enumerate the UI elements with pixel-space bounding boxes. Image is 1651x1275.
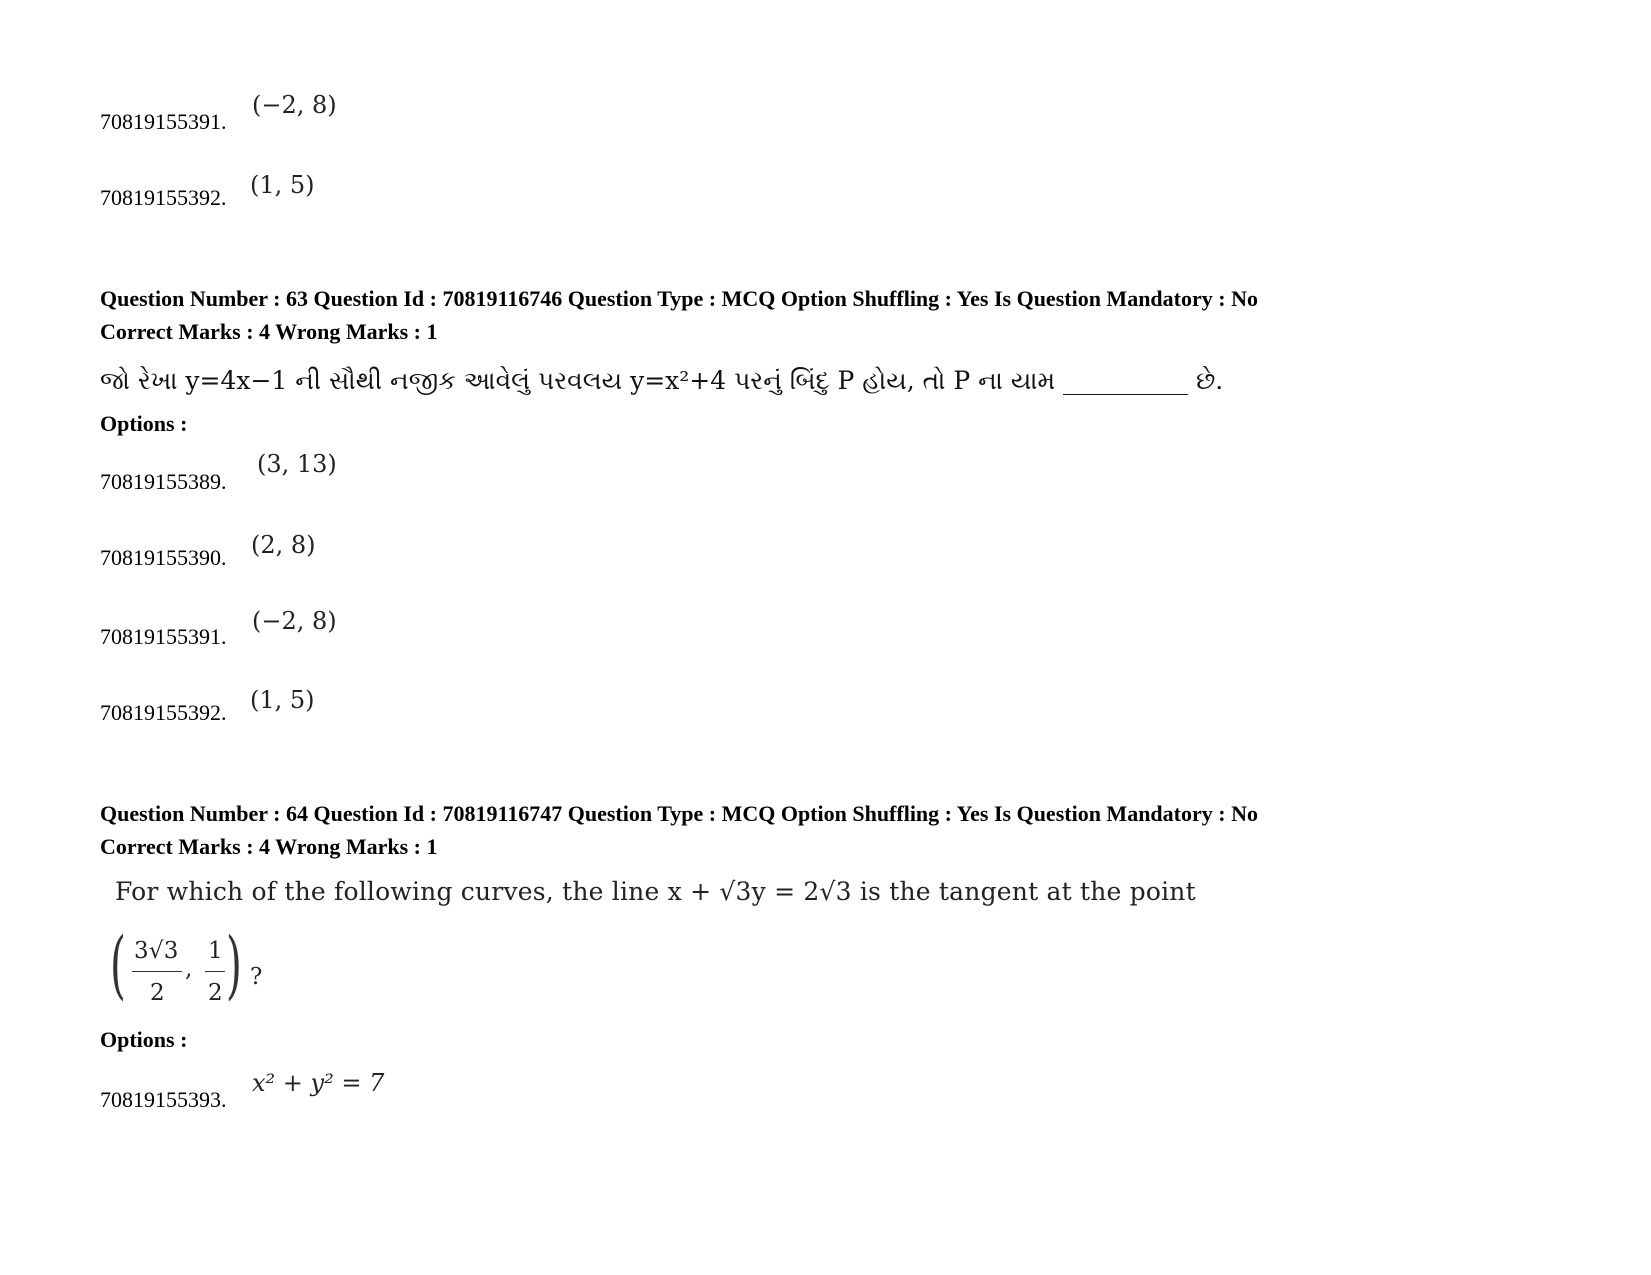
q63-option-value-4: (1, 5) [250, 686, 315, 714]
point-denominator-2: 2 [208, 980, 223, 1006]
question-64-point [110, 922, 270, 1014]
q63-option-value-3: (−2, 8) [252, 607, 337, 635]
question-64-options-label: Options : [100, 1027, 188, 1052]
fraction-bar-2 [205, 971, 225, 972]
question-63-marks: Correct Marks : 4 Wrong Marks : 1 [100, 319, 438, 344]
point-denominator-1: 2 [150, 980, 165, 1006]
q63-option-value-1: (3, 13) [257, 450, 337, 478]
point-question-mark: ? [250, 964, 263, 990]
q63-option-id-4: 70819155392. [100, 700, 227, 725]
left-paren: ( [110, 922, 126, 1008]
prev-option-value-1: (−2, 8) [252, 91, 337, 119]
right-paren: ) [226, 922, 242, 1008]
point-numerator-1: 3√3 [134, 938, 179, 964]
question-63-header: Question Number : 63 Question Id : 70819116746 Question Type : MCQ Option Shuffling : Yes Is Question Mandatory : No [100, 286, 1258, 311]
question-63-options-label: Options : [100, 411, 188, 436]
q63-option-id-1: 70819155389. [100, 469, 227, 494]
question-64-header: Question Number : 64 Question Id : 70819116747 Question Type : MCQ Option Shuffling : Yes Is Question Mandatory : No [100, 801, 1258, 826]
prev-option-value-2: (1, 5) [250, 171, 315, 199]
fraction-bar-1 [132, 971, 182, 972]
prev-option-id-2: 70819155392. [100, 185, 227, 210]
q63-option-value-2: (2, 8) [251, 531, 316, 559]
prev-option-id-1: 70819155391. [100, 109, 227, 134]
q64-option-id-1: 70819155393. [100, 1087, 227, 1112]
q64-option-value-1: x² + y² = 7 [252, 1069, 385, 1097]
question-64-text: For which of the following curves, the line x + √3y = 2√3 is the tangent at the point [115, 877, 1196, 906]
point-comma: , [185, 956, 193, 982]
q63-option-id-2: 70819155390. [100, 545, 227, 570]
question-63-text: જો રેખા y=4x−1 ની સૌથી નજીક આવેલું પરવલય y=x²+4 પરનું બિંદુ P હોય, તો P ના યામ __________ છે. [100, 366, 1224, 395]
point-numerator-2: 1 [208, 938, 223, 964]
q63-option-id-3: 70819155391. [100, 624, 227, 649]
question-64-marks: Correct Marks : 4 Wrong Marks : 1 [100, 834, 438, 859]
